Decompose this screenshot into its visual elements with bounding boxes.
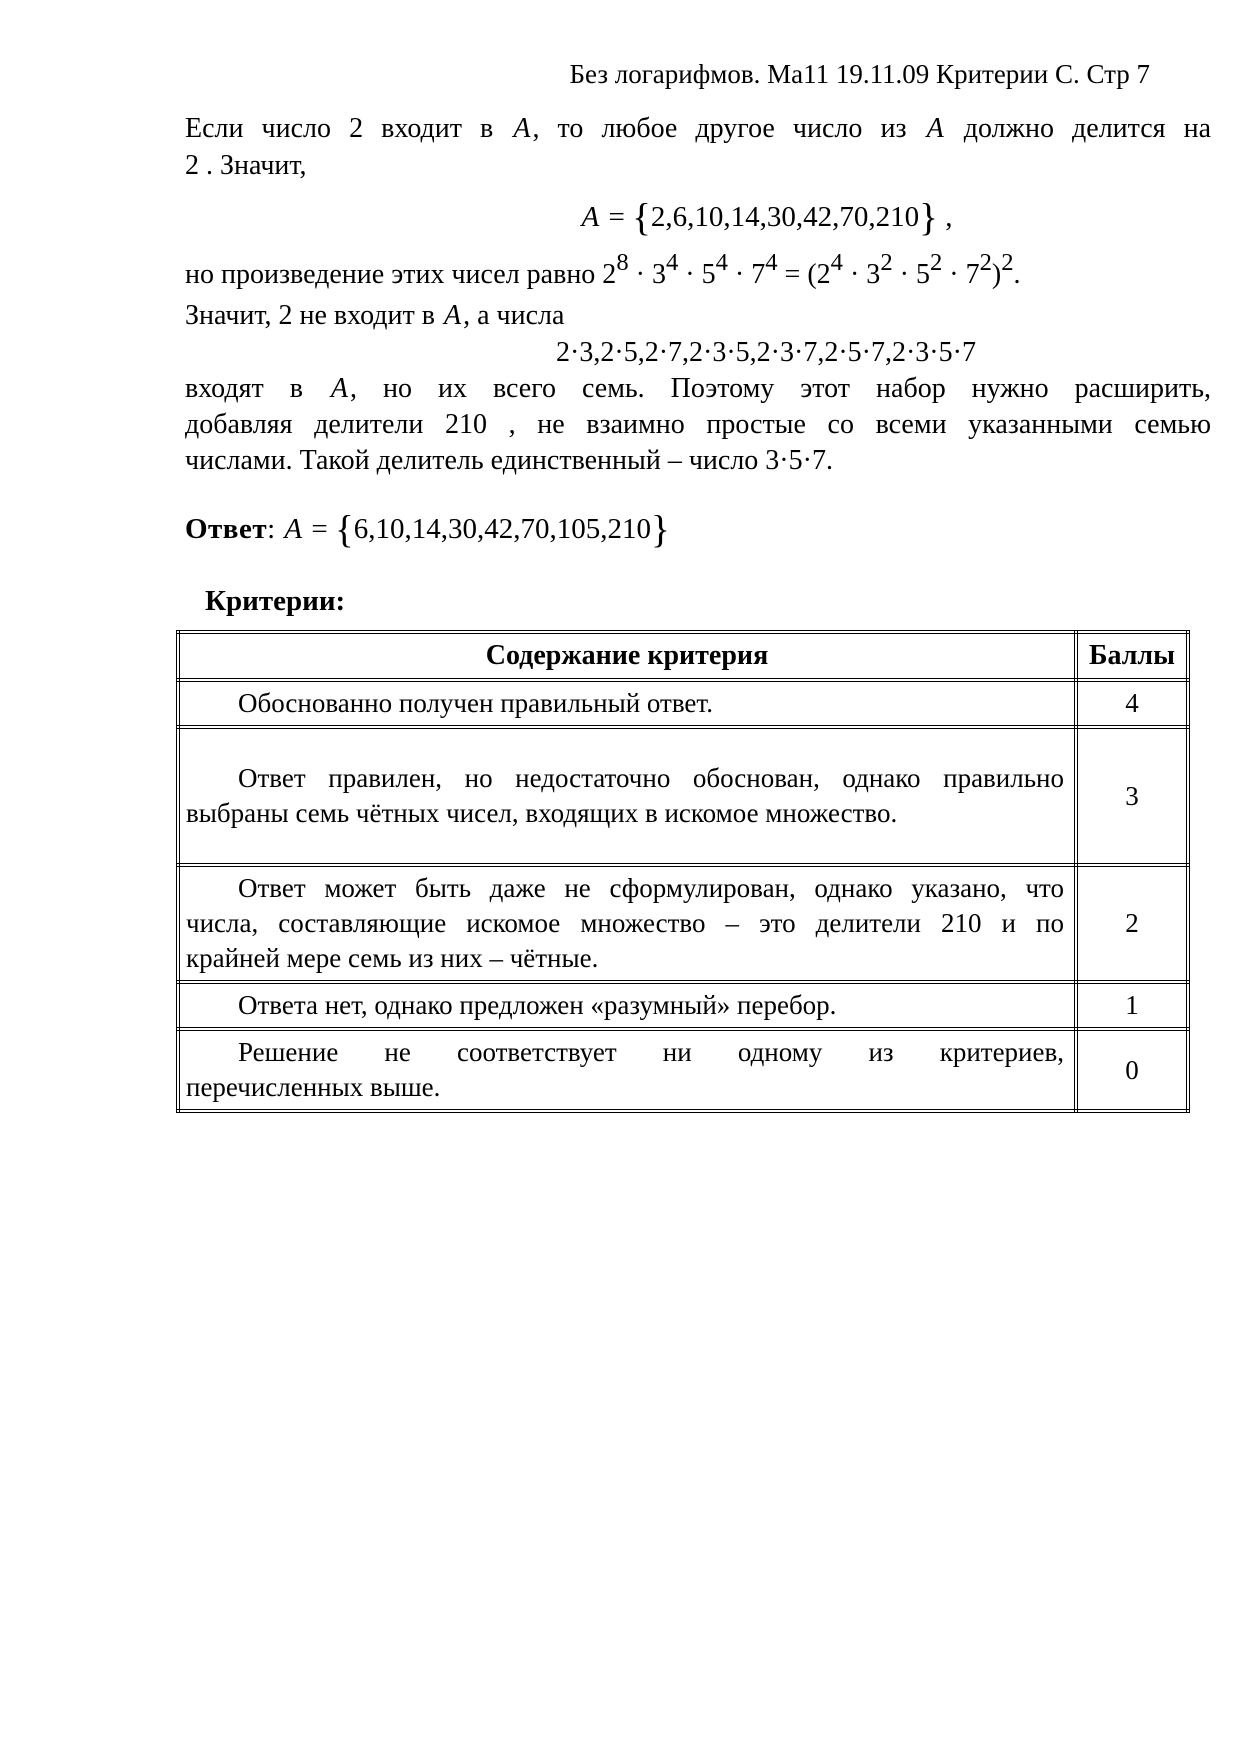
formula-product: но произведение этих чисел равно $2^8 \cdot 3^4 \cdot 5^4 \cdot 7^4 = (2^4 \cdot 3^2 \cdot 5^2 \cdot 7^2)^2$. xyxy=(185,248,1021,290)
score-cell: 1 xyxy=(1076,982,1188,1029)
solution-line-1: Если число 2 входит в A, то любое другое число из A должно делится на xyxy=(185,113,1212,144)
score-cell: 2 xyxy=(1076,865,1188,982)
criterion-line: Ответа нет, однако предложен «разумный» перебор. xyxy=(238,990,837,1021)
score-cell: 0 xyxy=(1076,1029,1188,1111)
criterion-line: выбраны семь чётных чисел, входящих в искомое множество. xyxy=(186,798,898,829)
criterion-line: крайней мере семь из них – чётные. xyxy=(186,943,599,974)
criterion-cell xyxy=(178,727,1076,865)
solution-line-5: добавляя делители 210 , не взаимно простые со всеми указанными семью xyxy=(185,408,1211,440)
criterion-line: Ответ правилен, но недостаточно обоснован, однако правильно xyxy=(238,763,1064,794)
table-row xyxy=(178,680,1188,727)
criterion-line: Обоснованно получен правильный ответ. xyxy=(238,688,713,719)
page-header: Без логарифмов. Ма11 19.11.09 Критерии С. Стр 7 xyxy=(569,59,1150,89)
table-row xyxy=(178,982,1188,1029)
solution-line-4: входят в A, но их всего семь. Поэтому этот набор нужно расширить, xyxy=(185,372,1212,404)
criterion-line: Ответ может быть даже не сформулирован, однако указано, что xyxy=(238,873,1064,904)
score-cell: 3 xyxy=(1076,727,1188,865)
formula-set-a: A = {2,6,10,14,30,42,70,210} , xyxy=(581,196,953,240)
criterion-cell xyxy=(178,865,1076,982)
table-row xyxy=(178,727,1188,865)
criterion-line: числа, составляющие искомое множество – это делители 210 и по xyxy=(186,908,1064,939)
answer-line: Ответ: A = {6,10,14,30,42,70,105,210} xyxy=(185,508,670,552)
criteria-table-header-points: Баллы xyxy=(1076,632,1188,680)
table-row xyxy=(178,865,1188,982)
criteria-table-header-content: Содержание критерия xyxy=(178,632,1076,680)
formula-numbers: 2·3,2·5,2·7,2·3·5,2·3·7,2·5·7,2·3·5·7 xyxy=(556,336,976,368)
criteria-heading: Критерии: xyxy=(205,585,346,618)
criterion-line: Решение не соответствует ни одному из критериев, xyxy=(238,1037,1064,1068)
score-cell: 4 xyxy=(1076,680,1188,727)
criterion-cell xyxy=(178,982,1076,1029)
table-header-row xyxy=(178,632,1188,680)
solution-text xyxy=(185,110,1211,1113)
criterion-cell xyxy=(178,680,1076,727)
solution-line-2: 2 . Значит, xyxy=(185,150,307,181)
table-row xyxy=(178,1029,1188,1111)
criteria-table xyxy=(176,630,1190,1113)
criterion-line: перечисленных выше. xyxy=(186,1072,441,1103)
criterion-cell xyxy=(178,1029,1076,1111)
solution-line-3: Значит, 2 не входит в A, а числа xyxy=(185,299,565,331)
solution-line-6: числами. Такой делитель единственный – число 3·5·7. xyxy=(185,444,833,476)
